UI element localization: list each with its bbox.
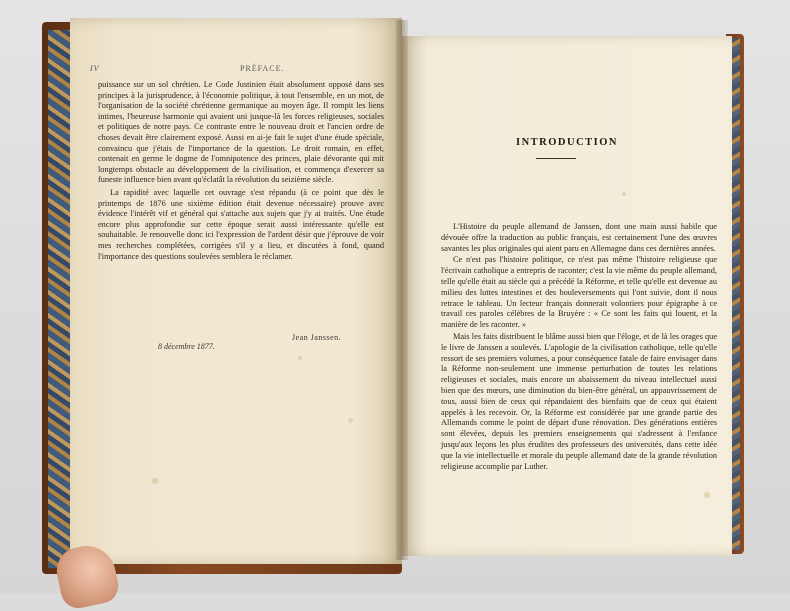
page-number: IV [90, 64, 100, 73]
book-gutter [396, 20, 408, 560]
right-paragraph-3: Mais les faits distribuent le blâme aussi bien que l'éloge, et de là les orages que le livre de Janssen a soulevés. L'apologie de la civilisation catholique, telle qu'elle ressort de ses premiers volumes, a pour conséquence fatale de faire envisager dans la Réforme non-seulement une immense perturbation de toutes les relations religieuses et sociales, mais encore un abaissement du niveau intellectuel aussi bien que des mœurs, une diminution du bien-être général, un appauvrissement de tous, aussi bien de ceux qui répandaient des bienfaits que de ceux qui étaient appelés à les recevoir. Or, la Réforme est considérée par une grande partie des Allemands comme le point de départ d'une rénovation. Des générations entières sont élevées, depuis les premiers enseignements qui s'adressent à l'enfance jusqu'aux leçons les plus érudites des professeurs des universités, dans cette idée que la vie intellectuelle et morale du peuple allemand date de la grande révolution religieuse accomplie par Luther. [441, 331, 717, 471]
foxing-spot [152, 478, 158, 484]
foxing-spot [348, 418, 353, 423]
left-paragraph-2: La rapidité avec laquelle cet ouvrage s'est répandu (à ce point que dès le printemps de 1876 une sixième édition était devenue nécessaire) prouve avec évidence l'intérêt vif et général qui s'attache aux sujets que j'y ai traités. Une étude encore plus approfondie sur cette époque serait aussi intéressante qu'elle est souhaitable. Je renouvelle donc ici l'expression de l'ardent désir que j'éprouve de voir mes recherches complétées, corrigées s'il y a lieu, et discutées à fond, quand l'importance des questions soulevées semblera le réclamer. [98, 187, 384, 261]
right-paragraph-2: Ce n'est pas l'histoire politique, ce n'est pas même l'histoire religieuse que l'écrivain catholique a entrepris de raconter; c'est la vie même du peuple allemand, telle qu'elle était au siècle qui a précédé la Réforme, et telle qu'elle est devenue au milieu des luttes intestines et des bouleversements qui l'ont suivie, dont il nous retrace le tableau. Un lecteur français donnerait volontiers pour épigraphe à ce travail ces paroles célèbres de la Bruyère : « Ce sont les faits qui louent, et la manière de les raconter. » [441, 255, 717, 330]
foxing-spot [704, 492, 710, 498]
right-page-text [441, 222, 717, 473]
running-title: PRÉFACE. [240, 64, 285, 73]
chapter-heading: INTRODUCTION [515, 137, 618, 148]
left-page-text [98, 80, 384, 264]
signature: Jean Janssen. [292, 333, 342, 342]
preface-date: 8 décembre 1877. [158, 342, 215, 351]
right-paragraph-1: L'Histoire du peuple allemand de Janssen, dont une main aussi habile que dévouée offre la traduction au public français, est certainement l'une des œuvres savantes les plus originales qui aient paru en Allemagne dans ces dernières années. [441, 222, 717, 253]
foxing-spot [622, 192, 626, 196]
foxing-spot [298, 356, 302, 360]
heading-rule [536, 158, 576, 159]
left-paragraph-1: puissance sur un sol chrétien. Le Code Justinien était absolument opposé dans ses principes à la jurisprudence, à l'économie politique, à tout l'ensemble, en un mot, de l'organisation de la société chrétienne germanique au moyen âge. Il rompit les liens intimes, l'heureuse harmonie qui avaient uni jusque-là les forces religieuses, sociales et politiques de notre pays. Ce contraste entre le nouveau droit et l'ancien ordre de choses devait être clairement exposé. Aussi en ai-je fait le sujet d'une étude spéciale, convaincu que j'étais de l'importance de la question. Le droit romain, en effet, contenait en germe le dogme de l'omnipotence des princes, plaie dévorante qui mit longtemps obstacle au développement de la civilisation, et commença d'exercer sa funeste influence bien avant qu'éclatât la révolution du seizième siècle. [98, 80, 384, 185]
